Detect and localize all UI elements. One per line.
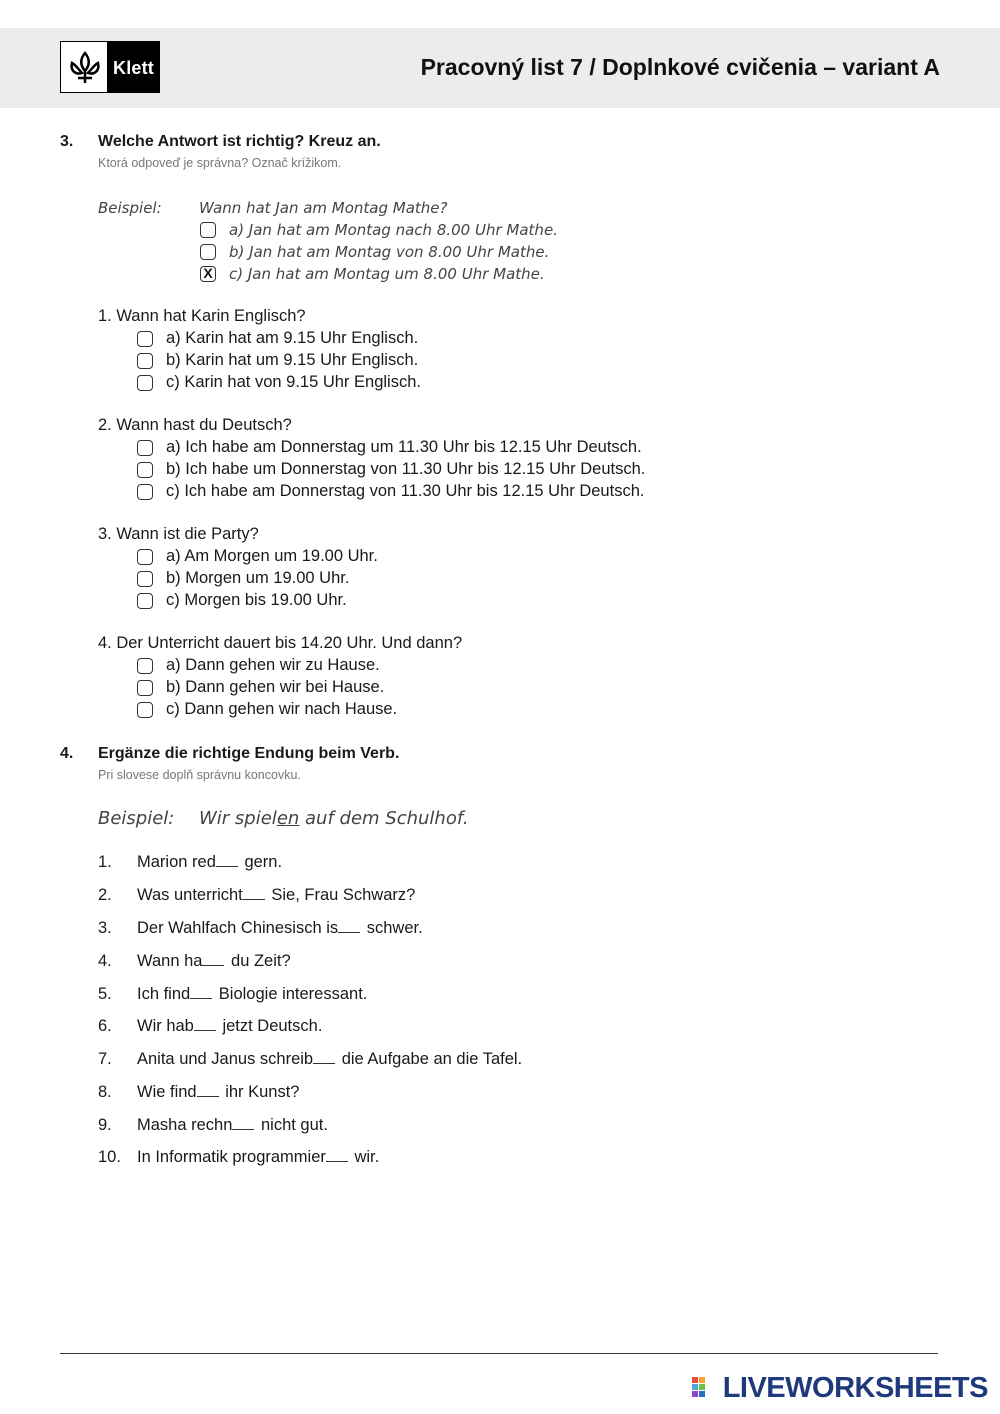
fill-item-stem: Was unterricht [137, 886, 243, 904]
fill-item [137, 886, 415, 905]
fill-blank[interactable] [232, 1117, 254, 1130]
q1-option-b-checkbox[interactable] [137, 353, 153, 369]
question-4: 4. Der Unterricht dauert bis 14.20 Uhr. Und dann? [98, 634, 463, 652]
q2-option-c-checkbox[interactable] [137, 484, 153, 500]
section-4-number: 4. [60, 745, 74, 762]
fill-item [137, 1148, 379, 1167]
example-stem: Wir spiel [199, 808, 277, 829]
q2-option-a: a) Ich habe am Donnerstag um 11.30 Uhr bis 12.15 Uhr Deutsch. [166, 438, 642, 456]
fill-item-stem: Anita und Janus schreib [137, 1050, 314, 1068]
q3-option-c: c) Morgen bis 19.00 Uhr. [166, 591, 347, 609]
fill-item-number: 9. [98, 1116, 112, 1134]
q3-option-a-checkbox[interactable] [137, 549, 153, 565]
fill-item [137, 919, 423, 938]
q1-option-c-checkbox[interactable] [137, 375, 153, 391]
fill-item-rest: gern. [239, 853, 283, 871]
fill-blank[interactable] [216, 854, 238, 867]
footer-divider [60, 1353, 938, 1354]
q2-option-c: c) Ich habe am Donnerstag von 11.30 Uhr bis 12.15 Uhr Deutsch. [166, 482, 645, 500]
section-3-title: Welche Antwort ist richtig? Kreuz an. [98, 133, 381, 150]
fill-item-rest: nicht gut. [256, 1116, 328, 1134]
question-2: 2. Wann hast du Deutsch? [98, 416, 292, 434]
example-option-a-checkbox [200, 222, 216, 238]
fill-item [137, 853, 282, 872]
q3-option-c-checkbox[interactable] [137, 593, 153, 609]
fill-item [137, 1017, 322, 1036]
fill-item [137, 985, 367, 1004]
fill-blank[interactable] [326, 1149, 348, 1162]
fill-item-number: 10. [98, 1148, 121, 1166]
q4-option-a: a) Dann gehen wir zu Hause. [166, 656, 380, 674]
fill-item-number: 2. [98, 886, 112, 904]
fill-item-number: 7. [98, 1050, 112, 1068]
fill-item-rest: schwer. [362, 919, 423, 937]
section-3-number: 3. [60, 133, 74, 150]
fill-item-rest: wir. [349, 1148, 380, 1166]
fill-blank[interactable] [202, 953, 224, 966]
q2-option-b-checkbox[interactable] [137, 462, 153, 478]
q4-option-c: c) Dann gehen wir nach Hause. [166, 700, 398, 718]
example-rest: auf dem Schulhof. [299, 808, 469, 829]
lily-icon [66, 51, 104, 85]
question-1: 1. Wann hat Karin Englisch? [98, 307, 306, 325]
fill-item-stem: Wir hab [137, 1017, 194, 1035]
fill-item-rest: Sie, Frau Schwarz? [266, 886, 416, 904]
question-3: 3. Wann ist die Party? [98, 525, 259, 543]
q1-option-a: a) Karin hat am 9.15 Uhr Englisch. [166, 329, 419, 347]
fill-blank[interactable] [194, 1018, 216, 1031]
liveworksheets-brand[interactable]: LIVEWORKSHEETS [722, 1372, 988, 1404]
example-option-b: b) Jan hat am Montag von 8.00 Uhr Mathe. [229, 243, 550, 261]
fill-blank[interactable] [197, 1084, 219, 1097]
fill-blank[interactable] [243, 887, 265, 900]
fill-item-stem: Masha rechn [137, 1116, 233, 1134]
fill-item-stem: Marion red [137, 853, 216, 871]
fill-item [137, 1116, 328, 1135]
fill-item-rest: die Aufgabe an die Tafel. [337, 1050, 523, 1068]
fill-item [137, 1083, 299, 1102]
fill-blank[interactable] [338, 920, 360, 933]
example-option-c-checkbox: X [200, 266, 216, 282]
fill-blank[interactable] [313, 1051, 335, 1064]
section-4-subtitle: Pri slovese doplň správnu koncovku. [98, 768, 301, 782]
q3-option-b-checkbox[interactable] [137, 571, 153, 587]
q4-option-c-checkbox[interactable] [137, 702, 153, 718]
fill-item-rest: Biologie interessant. [214, 985, 368, 1003]
fill-item-number: 1. [98, 853, 112, 871]
fill-item-number: 3. [98, 919, 112, 937]
fill-blank[interactable] [190, 986, 212, 999]
section-4-title: Ergänze die richtige Endung beim Verb. [98, 745, 400, 762]
q2-option-a-checkbox[interactable] [137, 440, 153, 456]
example-label: Beispiel: [98, 199, 162, 217]
section-4-example [199, 808, 469, 829]
example-option-b-checkbox [200, 244, 216, 260]
q1-option-b: b) Karin hat um 9.15 Uhr Englisch. [166, 351, 419, 369]
example-question: Wann hat Jan am Montag Mathe? [199, 199, 448, 217]
fill-item [137, 952, 291, 971]
q3-option-a: a) Am Morgen um 19.00 Uhr. [166, 547, 378, 565]
section-4-example-label: Beispiel: [98, 808, 175, 829]
example-option-a: a) Jan hat am Montag nach 8.00 Uhr Mathe. [229, 221, 558, 239]
section-3-subtitle: Ktorá odpoveď je správna? Označ krížikom. [98, 156, 342, 170]
q3-option-b: b) Morgen um 19.00 Uhr. [166, 569, 350, 587]
fill-item-stem: Der Wahlfach Chinesisch is [137, 919, 339, 937]
fill-item-rest: ihr Kunst? [220, 1083, 300, 1101]
page-title: Pracovný list 7 / Doplnkové cvičenia – variant A [420, 54, 940, 80]
fill-item-stem: Wann ha [137, 952, 203, 970]
fill-item-number: 6. [98, 1017, 112, 1035]
q4-option-b: b) Dann gehen wir bei Hause. [166, 678, 385, 696]
fill-item-stem: Wie find [137, 1083, 197, 1101]
fill-item-number: 5. [98, 985, 112, 1003]
example-ending: en [276, 808, 300, 829]
fill-item-number: 4. [98, 952, 112, 970]
fill-item-number: 8. [98, 1083, 112, 1101]
logo-text: Klett [107, 42, 160, 92]
fill-item-stem: Ich find [137, 985, 191, 1003]
q4-option-b-checkbox[interactable] [137, 680, 153, 696]
q4-option-a-checkbox[interactable] [137, 658, 153, 674]
fill-item-stem: In Informatik programmier [137, 1148, 326, 1166]
liveworksheets-logo-icon [692, 1377, 714, 1399]
example-option-c: c) Jan hat am Montag um 8.00 Uhr Mathe. [229, 265, 545, 283]
klett-logo [60, 41, 160, 93]
fill-item [137, 1050, 522, 1069]
page-header [0, 28, 1000, 108]
fill-item-rest: du Zeit? [226, 952, 291, 970]
q1-option-c: c) Karin hat von 9.15 Uhr Englisch. [166, 373, 421, 391]
q1-option-a-checkbox[interactable] [137, 331, 153, 347]
q2-option-b: b) Ich habe um Donnerstag von 11.30 Uhr bis 12.15 Uhr Deutsch. [166, 460, 646, 478]
fill-item-rest: jetzt Deutsch. [217, 1017, 323, 1035]
